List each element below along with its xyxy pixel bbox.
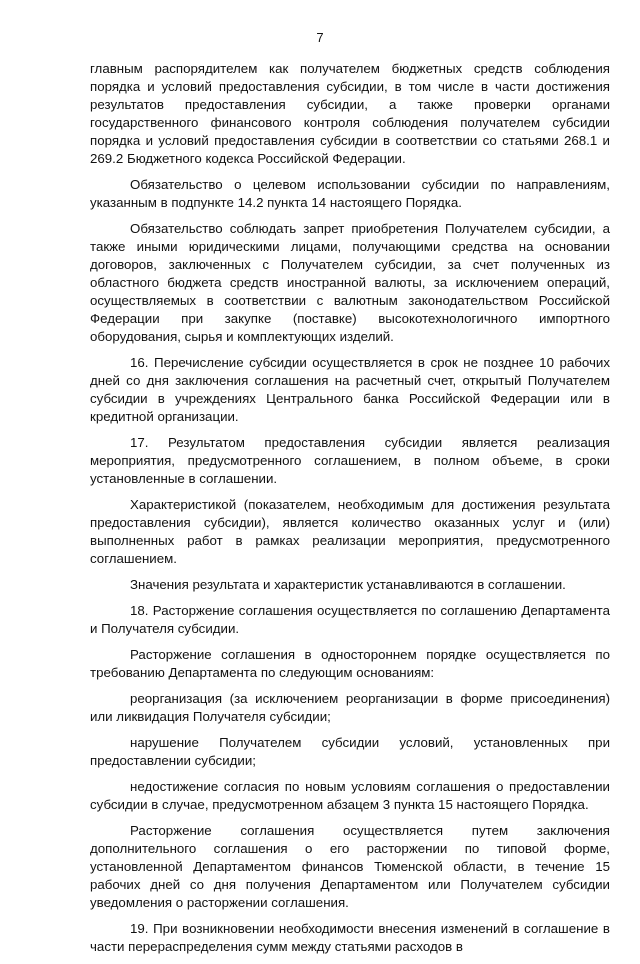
paragraph-item-16: 16. Перечисление субсидии осуществляется в срок не позднее 10 рабочих дней со дня заключения соглашения на расчетный счет, открытый Получателем субсидии в учреждениях Центрального банка Российской Федерации или в кредитной организации. [90, 355, 610, 424]
paragraph-continuation: главным распорядителем как получателем бюджетных средств соблюдения порядка и условий предоставления субсидии, в том числе в части достижения результатов предоставления субсидии, а также проверки органами государственного финансового контроля соблюдения получателем субсидии порядка и условий предоставления субсидии в соответствии со статьями 268.1 и 269.2 Бюджетного кодекса Российской Федерации. [90, 61, 610, 166]
page-number: 7 [316, 30, 324, 45]
paragraph-item-17: 17. Результатом предоставления субсидии является реализация мероприятия, предусмотренного соглашением, в полном объеме, в сроки установленные в соглашении. [90, 435, 610, 486]
paragraph-ground: нарушение Получателем субсидии условий, установленных при предоставлении субсидии; [90, 735, 610, 768]
paragraph: Расторжение соглашения в одностороннем порядке осуществляется по требованию Департамента по следующим основаниям: [90, 647, 610, 680]
paragraph: Характеристикой (показателем, необходимым для достижения результата предоставления субсидии), является количество оказанных услуг и (или) выполненных работ в рамках реализации мероприятия, предусмотренного соглашением. [90, 497, 610, 566]
paragraph-item-18: 18. Расторжение соглашения осуществляется по соглашению Департамента и Получателя субсидии. [90, 603, 610, 636]
paragraph-ground: недостижение согласия по новым условиям соглашения о предоставлении субсидии в случае, предусмотренном абзацем 3 пункта 15 настоящего Порядка. [90, 779, 610, 812]
paragraph-item-19: 19. При возникновении необходимости внесения изменений в соглашение в части перераспределения сумм между статьями расходов в [90, 921, 610, 954]
paragraph-ground: реорганизация (за исключением реорганизации в форме присоединения) или ликвидация Получателя субсидии; [90, 691, 610, 724]
document-body [90, 60, 610, 964]
paragraph: Обязательство о целевом использовании субсидии по направлениям, указанным в подпункте 14.2 пункта 14 настоящего Порядка. [90, 177, 610, 210]
paragraph: Значения результата и характеристик устанавливаются в соглашении. [130, 577, 566, 592]
paragraph: Расторжение соглашения осуществляется путем заключения дополнительного соглашения о его расторжении по типовой форме, установленной Департаментом финансов Тюменской области, в течение 15 рабочих дней со дня получения Департаментом или Получателем субсидии уведомления о расторжении соглашения. [90, 823, 610, 910]
paragraph: Обязательство соблюдать запрет приобретения Получателем субсидии, а также иными юридическими лицами, получающими средства на основании договоров, заключенных с Получателем субсидии, за счет полученных из областного бюджета средств иностранной валюты, за исключением операций, осуществляемых в соответствии с валютным законодательством Российской Федерации при закупке (поставке) высокотехнологичного импортного оборудования, сырья и комплектующих изделий. [90, 221, 610, 344]
